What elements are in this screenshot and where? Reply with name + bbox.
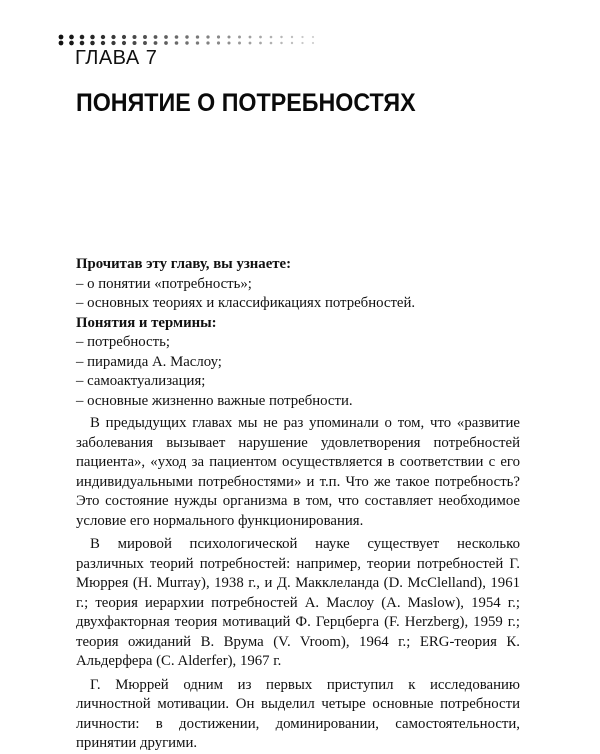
decorative-dot-strip (57, 34, 327, 46)
term-item: – самоактуализация; (76, 373, 206, 389)
decorative-dot (175, 35, 179, 39)
decorative-dot (291, 36, 293, 38)
decorative-dot (196, 35, 199, 38)
terms-heading: Понятия и термины: (76, 314, 217, 331)
decorative-dot (101, 41, 105, 45)
decorative-dot (90, 35, 94, 39)
decorative-dot (175, 41, 179, 45)
decorative-dot (270, 36, 273, 39)
decorative-dot (217, 35, 220, 38)
decorative-dot (69, 41, 74, 46)
decorative-dot (132, 35, 136, 39)
decorative-dot (111, 35, 115, 39)
decorative-dot (69, 35, 74, 40)
decorative-dot (227, 35, 230, 38)
decorative-dot (185, 41, 188, 44)
decorative-dot (59, 41, 64, 46)
decorative-dot (164, 35, 168, 39)
decorative-dot (132, 41, 136, 45)
decorative-dot (206, 41, 209, 44)
decorative-dot (238, 36, 241, 39)
body-paragraph: Г. Мюррей одним из первых приступил к исследованию личностной мотивации. Он выделил четыре основные потребности личности: в достижении, доминировании, самостоятельности, принятии другими. (76, 676, 520, 751)
decorative-dot (185, 35, 188, 38)
decorative-dot (270, 42, 273, 45)
body-paragraph: В предыдущих главах мы не раз упоминали о том, что «развитие заболевания вызывает нарушение удовлетворения потребностей пациента», «уход за пациентом осуществляется в соответствии с его индивидуальными потребностями» и т.п. Что же такое потребность? Это состояние нужды организма в том, что составляет необходимое условие его нормального функционирования. (76, 415, 520, 529)
decorative-dot (122, 35, 126, 39)
decorative-dot (111, 41, 115, 45)
decorative-dot (154, 41, 158, 45)
decorative-dot (154, 35, 158, 39)
decorative-dot (301, 42, 303, 44)
decorative-dot (217, 41, 220, 44)
term-item: – пирамида А. Маслоу; (76, 353, 222, 370)
learn-item: – основных теориях и классификациях потребностей. (76, 295, 416, 311)
decorative-dot (206, 35, 209, 38)
decorative-dot (249, 42, 252, 45)
learn-heading: Прочитав эту главу, вы узнаете: (76, 256, 292, 272)
decorative-dot (238, 42, 241, 45)
term-item: – потребность; (76, 334, 170, 350)
chapter-intro (76, 255, 520, 411)
decorative-dot (312, 36, 314, 38)
decorative-dot (227, 41, 230, 44)
chapter-content (76, 255, 520, 754)
decorative-dot (80, 35, 85, 40)
decorative-dot (80, 41, 85, 46)
decorative-dot (291, 42, 293, 44)
decorative-dot (122, 41, 126, 45)
decorative-dot (301, 36, 303, 38)
decorative-dot (249, 36, 252, 39)
decorative-dot (143, 35, 147, 39)
body-paragraph: В мировой психологической науке существует несколько различных теорий потребностей: например, теории потребностей Г. Мюррея (H. Murray), 1938 г., и Д. Макклеланда (D. McClelland), 1961 г.; теория иерархии потребностей А. Маслоу (A. Maslow), 1954 г.; двухфакторная теория мотиваций Ф. Герцберга (F. Herzberg), 1959 г.; теория ожиданий В. Врума (V. Vroom), 1964 г.; ERG-теория К. Альдерфера (C. Alderfer), 1967 г. (76, 536, 520, 669)
term-item: – основные жизненно важные потребности. (76, 392, 353, 409)
learn-item: – о понятии «потребность»; (76, 275, 252, 292)
chapter-title: ПОНЯТИЕ О ПОТРЕБНОСТЯХ (76, 89, 416, 117)
decorative-dot (196, 41, 199, 44)
decorative-dot (164, 41, 168, 45)
decorative-dot (143, 41, 147, 45)
decorative-dot (312, 42, 314, 44)
decorative-dot (259, 36, 262, 39)
decorative-dot (101, 35, 105, 39)
decorative-dot (90, 41, 94, 45)
decorative-dot (259, 42, 262, 45)
chapter-label: ГЛАВА 7 (75, 47, 158, 69)
decorative-dot (280, 42, 282, 44)
decorative-dot (59, 35, 64, 40)
decorative-dot (280, 36, 282, 38)
